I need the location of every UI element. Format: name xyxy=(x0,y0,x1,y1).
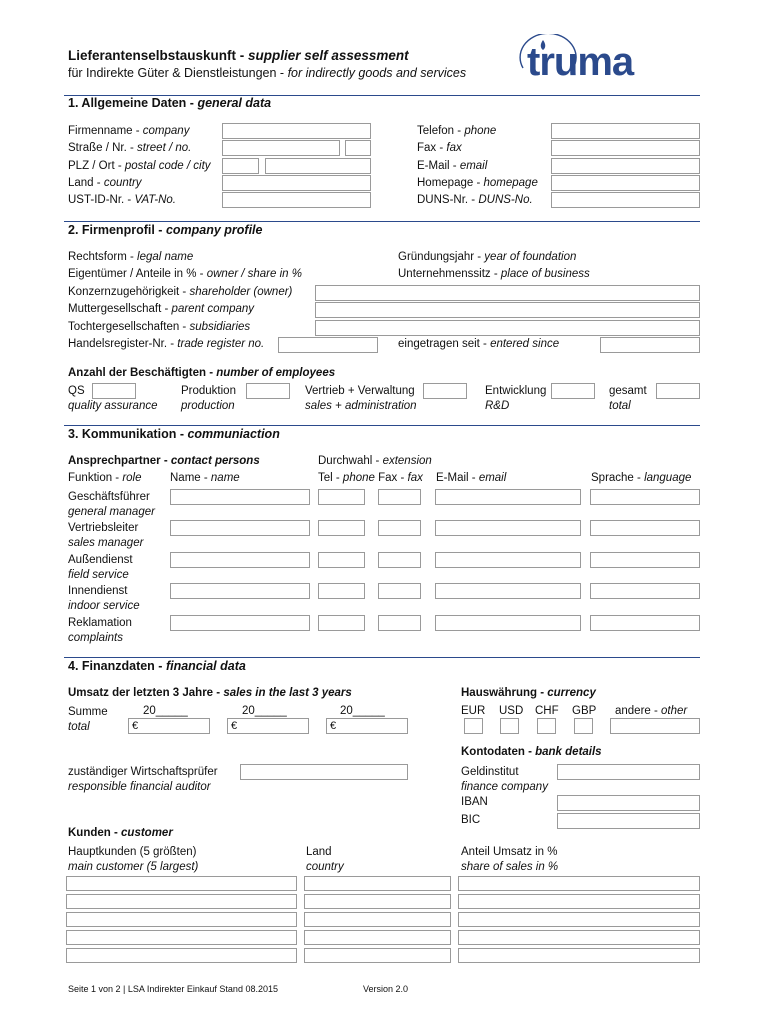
tel-fax-header: Tel - phone Fax - fax xyxy=(318,472,423,484)
customer-country-field[interactable] xyxy=(304,930,451,945)
contact-email-field[interactable] xyxy=(435,520,581,536)
email-field[interactable] xyxy=(551,158,700,174)
contact-fax-field[interactable] xyxy=(378,552,421,568)
vat-label: UST-ID-Nr. - VAT-No. xyxy=(68,194,177,206)
contact-name-field[interactable] xyxy=(170,489,310,505)
contact-fax-field[interactable] xyxy=(378,489,421,505)
contact-name-field[interactable] xyxy=(170,583,310,599)
parent-field[interactable] xyxy=(315,302,700,318)
duns-field[interactable] xyxy=(551,192,700,208)
revenue-label: Umsatz der letzten 3 Jahre - sales in the last 3 years xyxy=(68,687,352,699)
contact-persons-label: Ansprechpartner - contact persons xyxy=(68,455,260,467)
contact-fax-field[interactable] xyxy=(378,583,421,599)
main-customer-field[interactable] xyxy=(66,912,297,927)
customer-country-field[interactable] xyxy=(304,876,451,891)
footer-version: Version 2.0 xyxy=(363,984,409,994)
customer-share-header: Anteil Umsatz in % share of sales in % xyxy=(461,846,559,873)
contact-language-field[interactable] xyxy=(590,552,700,568)
section-3-title: 3. Kommunikation - communiaction xyxy=(68,427,280,441)
sales-admin-field[interactable] xyxy=(423,383,467,399)
main-customer-field[interactable] xyxy=(66,876,297,891)
form-subtitle: für Indirekte Güter & Dienstleistungen - for indirectly goods and services xyxy=(68,66,467,80)
bic-label: BIC xyxy=(461,814,481,826)
street-field[interactable] xyxy=(222,140,340,156)
main-customer-field[interactable] xyxy=(66,948,297,963)
currency-usd-checkbox[interactable] xyxy=(500,718,519,734)
truma-logo xyxy=(517,34,687,84)
currency-gbp-label: GBP xyxy=(572,705,597,717)
vat-field[interactable] xyxy=(222,192,371,208)
auditor-field[interactable] xyxy=(240,764,408,780)
customer-share-field[interactable] xyxy=(458,894,700,909)
qs-label: QS quality assurance xyxy=(68,385,158,412)
revenue-year-2-field[interactable] xyxy=(227,718,309,734)
iban-field[interactable] xyxy=(557,795,700,811)
sum-label: Summe total xyxy=(68,706,108,733)
euro-symbol: € xyxy=(132,720,139,732)
euro-symbol: € xyxy=(231,720,238,732)
email-header: E-Mail - email xyxy=(436,472,507,484)
footer-page-info: Seite 1 von 2 | LSA Indirekter Einkauf Stand 08.2015 xyxy=(68,984,278,994)
contact-fax-field[interactable] xyxy=(378,615,421,631)
contact-name-field[interactable] xyxy=(170,552,310,568)
production-label: Produktion production xyxy=(181,385,236,412)
iban-label: IBAN xyxy=(461,796,488,808)
year-3-label: 20_____ xyxy=(340,705,385,717)
fax-field[interactable] xyxy=(551,140,700,156)
section-3-divider xyxy=(64,657,700,658)
currency-gbp-checkbox[interactable] xyxy=(574,718,593,734)
contact-tel-field[interactable] xyxy=(318,583,365,599)
customer-share-field[interactable] xyxy=(458,948,700,963)
subsidiaries-label: Tochtergesellschaften - subsidiaries xyxy=(68,321,251,333)
parent-label: Muttergesellschaft - parent company xyxy=(68,303,255,315)
contact-row-ad-label: Außendienst field service xyxy=(68,554,133,581)
customer-country-header: Land country xyxy=(306,846,344,873)
contact-language-field[interactable] xyxy=(590,489,700,505)
name-header: Name - name xyxy=(170,472,240,484)
contact-row-id-label: Innendienst indoor service xyxy=(68,585,140,612)
main-customer-field[interactable] xyxy=(66,930,297,945)
main-customer-field[interactable] xyxy=(66,894,297,909)
contact-row-gf-label: Geschäftsführer general manager xyxy=(68,491,155,518)
customer-country-field[interactable] xyxy=(304,912,451,927)
bank-institute-label: Geldinstitut finance company xyxy=(461,766,548,793)
customer-label: Kunden - customer xyxy=(68,827,173,839)
company-field[interactable] xyxy=(222,123,371,139)
currency-chf-checkbox[interactable] xyxy=(537,718,556,734)
email-label: E-Mail - email xyxy=(417,160,488,172)
language-header: Sprache - language xyxy=(591,472,692,484)
contact-name-field[interactable] xyxy=(170,520,310,536)
contact-language-field[interactable] xyxy=(590,583,700,599)
seat-label: Unternehmenssitz - place of business xyxy=(398,268,590,280)
total-label: gesamt total xyxy=(609,385,647,412)
entered-since-label: eingetragen seit - entered since xyxy=(398,338,560,350)
bank-details-label: Kontodaten - bank details xyxy=(461,746,602,758)
bic-field[interactable] xyxy=(557,813,700,829)
phone-field[interactable] xyxy=(551,123,700,139)
currency-other-field[interactable] xyxy=(610,718,700,734)
currency-chf-label: CHF xyxy=(535,705,559,717)
trade-register-field[interactable] xyxy=(278,337,378,353)
contact-row-rk-label: Reklamation complaints xyxy=(68,617,132,644)
phone-label: Telefon - phone xyxy=(417,125,497,137)
section-1-divider xyxy=(64,221,700,222)
street-label: Straße / Nr. - street / no. xyxy=(68,142,192,154)
currency-label: Hauswährung - currency xyxy=(461,687,596,699)
sales-admin-label: Vertrieb + Verwaltung sales + administration xyxy=(305,385,417,412)
role-header: Funktion - role xyxy=(68,472,142,484)
section-2-title: 2. Firmenprofil - company profile xyxy=(68,223,263,237)
contact-email-field[interactable] xyxy=(435,489,581,505)
founded-label: Gründungsjahr - year of foundation xyxy=(398,251,577,263)
contact-row-vl-label: Vertriebsleiter sales manager xyxy=(68,522,144,549)
postal-code-field[interactable] xyxy=(222,158,259,174)
entered-since-field[interactable] xyxy=(600,337,700,353)
contact-tel-field[interactable] xyxy=(318,552,365,568)
currency-eur-checkbox[interactable] xyxy=(464,718,483,734)
currency-usd-label: USD xyxy=(499,705,524,717)
qs-field[interactable] xyxy=(92,383,136,399)
country-label: Land - country xyxy=(68,177,142,189)
street-no-field[interactable] xyxy=(345,140,371,156)
customer-country-field[interactable] xyxy=(304,948,451,963)
rd-label: Entwicklung R&D xyxy=(485,385,547,412)
year-1-label: 20_____ xyxy=(143,705,188,717)
company-label: Firmenname - company xyxy=(68,125,190,137)
bank-institute-field[interactable] xyxy=(557,764,700,780)
contact-fax-field[interactable] xyxy=(378,520,421,536)
customer-share-field[interactable] xyxy=(458,930,700,945)
homepage-label: Homepage - homepage xyxy=(417,177,538,189)
euro-symbol: € xyxy=(330,720,337,732)
rd-field[interactable] xyxy=(551,383,595,399)
customer-share-field[interactable] xyxy=(458,876,700,891)
plz-label: PLZ / Ort - postal code / city xyxy=(68,160,211,172)
contact-name-field[interactable] xyxy=(170,615,310,631)
section-4-title: 4. Finanzdaten - financial data xyxy=(68,659,246,673)
section-1-title: 1. Allgemeine Daten - general data xyxy=(68,96,272,110)
employees-label: Anzahl der Beschäftigten - number of employees xyxy=(68,367,336,379)
homepage-field[interactable] xyxy=(551,175,700,191)
contact-email-field[interactable] xyxy=(435,552,581,568)
duns-label: DUNS-Nr. - DUNS-No. xyxy=(417,194,533,206)
owner-label: Eigentümer / Anteile in % - owner / share in % xyxy=(68,268,302,280)
country-field[interactable] xyxy=(222,175,371,191)
main-customer-header: Hauptkunden (5 größten) main customer (5 largest) xyxy=(68,846,199,873)
customer-share-field[interactable] xyxy=(458,912,700,927)
contact-email-field[interactable] xyxy=(435,583,581,599)
subsidiaries-field[interactable] xyxy=(315,320,700,336)
year-2-label: 20_____ xyxy=(242,705,287,717)
contact-tel-field[interactable] xyxy=(318,489,365,505)
total-field[interactable] xyxy=(656,383,700,399)
contact-email-field[interactable] xyxy=(435,615,581,631)
city-field[interactable] xyxy=(265,158,371,174)
revenue-year-3-field[interactable] xyxy=(326,718,408,734)
currency-other-label: andere - other xyxy=(615,705,688,717)
auditor-label: zuständiger Wirtschaftsprüfer responsible financial auditor xyxy=(68,766,218,793)
konzern-field[interactable] xyxy=(315,285,700,301)
logo-wordmark: truma xyxy=(527,40,634,84)
customer-country-field[interactable] xyxy=(304,894,451,909)
konzern-label: Konzernzugehörigkeit - shareholder (owner) xyxy=(68,286,293,298)
legal-label: Rechtsform - legal name xyxy=(68,251,194,263)
contact-tel-field[interactable] xyxy=(318,520,365,536)
production-field[interactable] xyxy=(246,383,290,399)
form-title: Lieferantenselbstauskunft - supplier self assessment xyxy=(68,48,409,63)
contact-tel-field[interactable] xyxy=(318,615,365,631)
contact-language-field[interactable] xyxy=(590,615,700,631)
currency-eur-label: EUR xyxy=(461,705,486,717)
revenue-year-1-field[interactable] xyxy=(128,718,210,734)
extension-label: Durchwahl - extension xyxy=(318,455,432,467)
section-2-divider xyxy=(64,425,700,426)
trade-register-label: Handelsregister-Nr. - trade register no. xyxy=(68,338,265,350)
contact-language-field[interactable] xyxy=(590,520,700,536)
fax-label: Fax - fax xyxy=(417,142,462,154)
